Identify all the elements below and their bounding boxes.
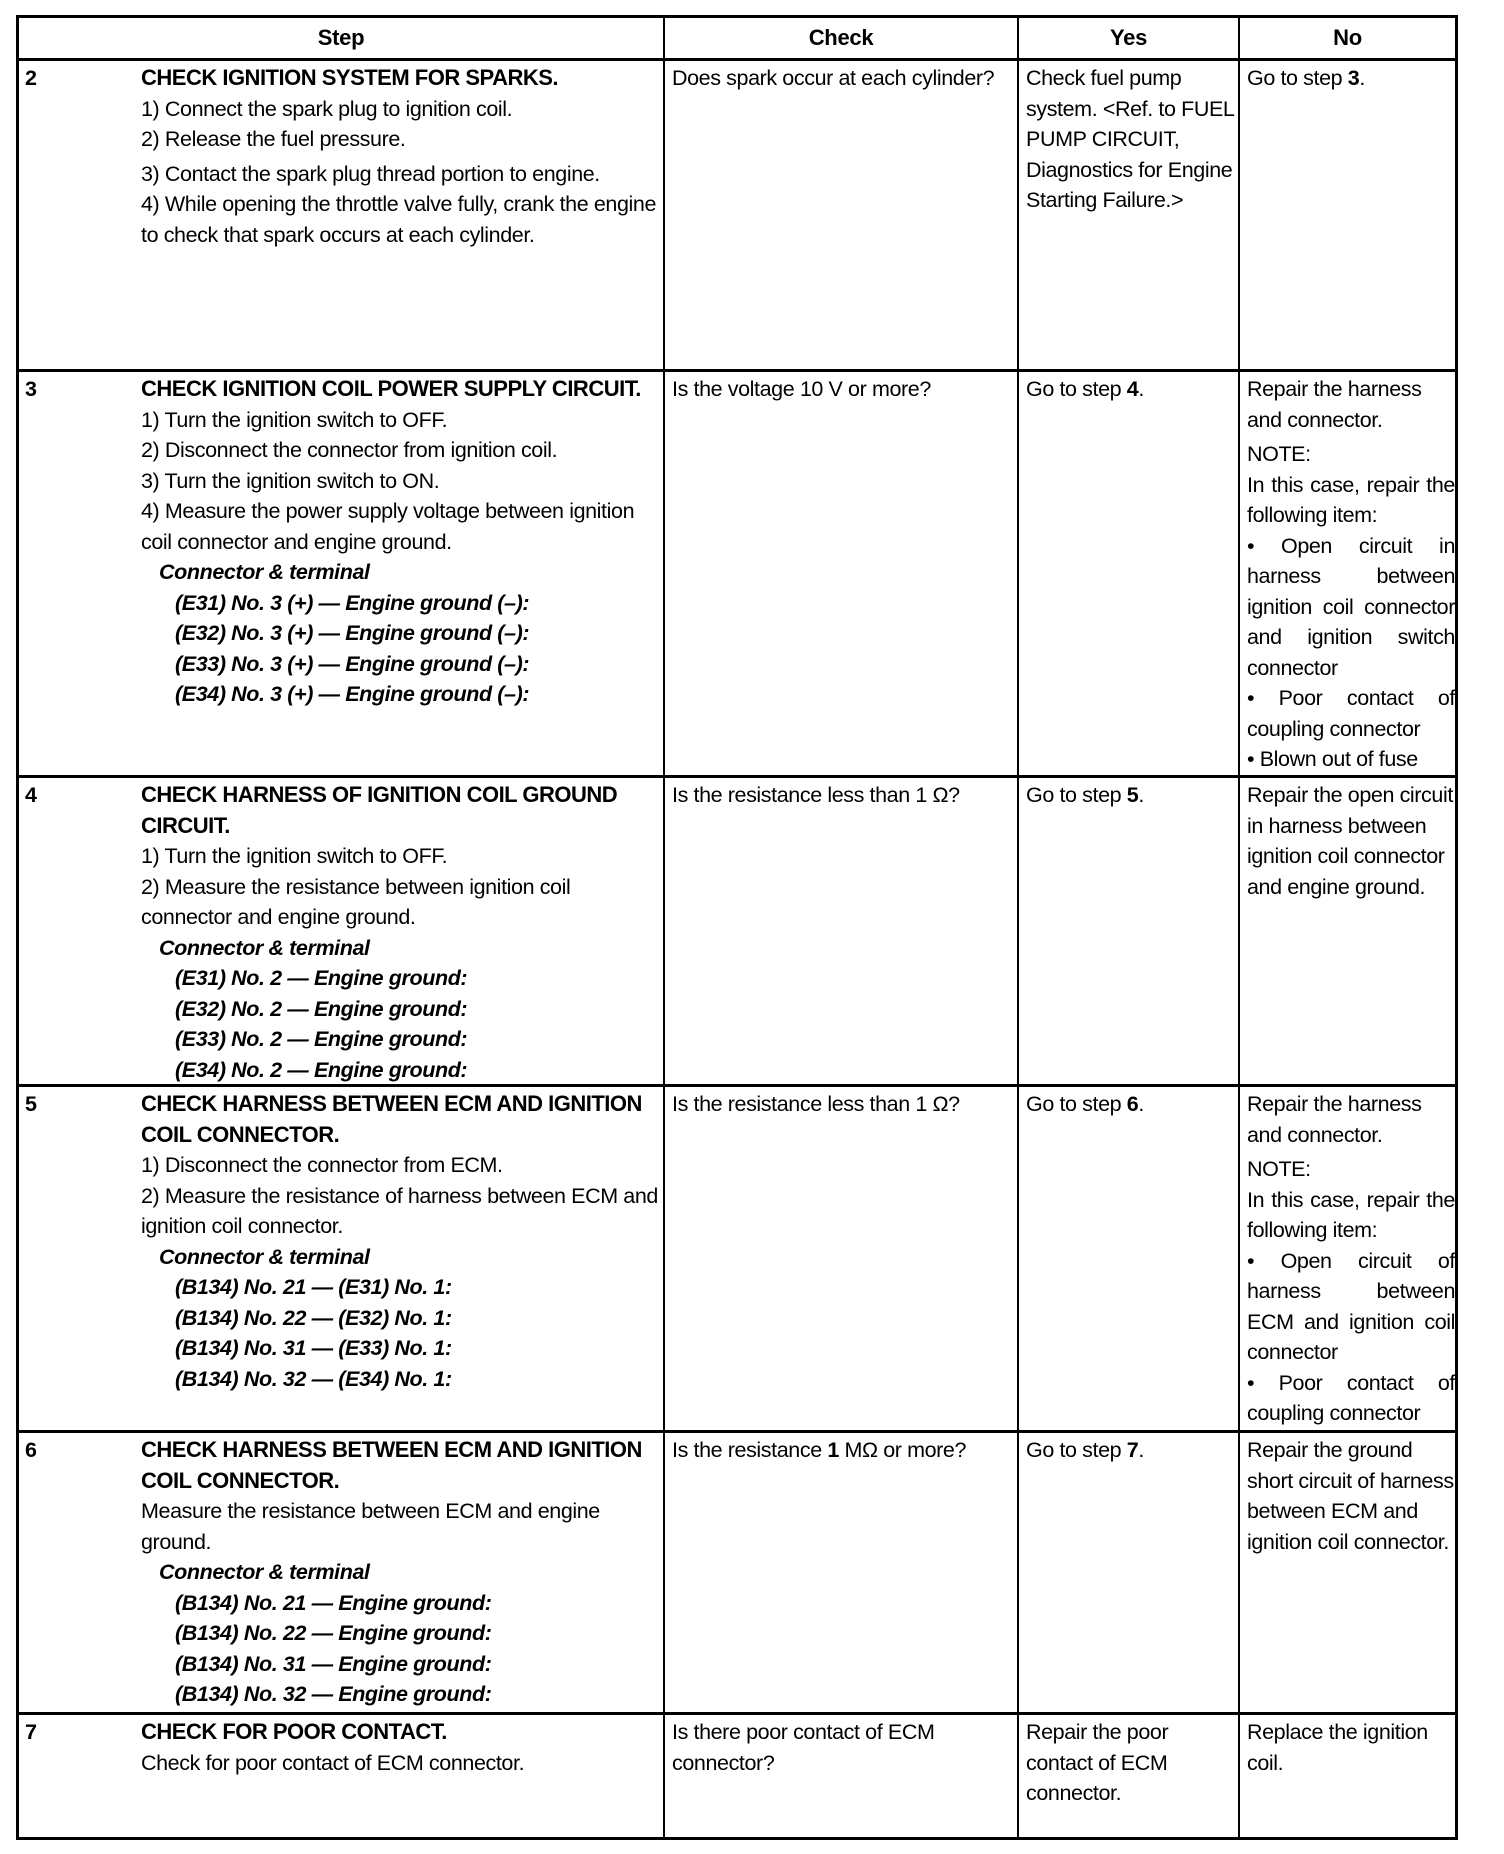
goto-step-link[interactable]: 6 — [1126, 1092, 1139, 1116]
connector-terminal: (E32) No. 2 — Engine ground: — [175, 996, 468, 1021]
check-question: Is the resistance less than 1 Ω? — [672, 783, 960, 807]
no-action — [1243, 372, 1455, 775]
yes-action: Go to step 7. — [1026, 1438, 1144, 1462]
connector-terminal: (E31) No. 3 (+) — Engine ground (–): — [175, 590, 530, 615]
step-title: CHECK IGNITION SYSTEM FOR SPARKS. — [141, 65, 559, 90]
yes-action: Check fuel pump system. <Ref. to FUEL PUMP CIRCUIT, Diagnostics for Engine Starting Failure.> — [1026, 66, 1234, 212]
yes-action: Go to step 5. — [1026, 783, 1144, 807]
header-step: Step — [317, 25, 365, 50]
step-title: CHECK IGNITION COIL POWER SUPPLY CIRCUIT. — [141, 376, 641, 401]
connector-terminal: (E33) No. 2 — Engine ground: — [175, 1027, 468, 1051]
step-instruction: 3) Contact the spark plug thread portion to engine. — [141, 161, 600, 186]
check-question: Does spark occur at each cylinder? — [672, 66, 995, 90]
step-title: CHECK HARNESS OF IGNITION COIL GROUND CIRCUIT. — [141, 782, 618, 838]
table-row-step-5 — [19, 1087, 1455, 1430]
connector-heading: Connector & terminal — [159, 1560, 370, 1584]
connector-terminal: (B134) No. 21 — (E31) No. 1: — [175, 1275, 452, 1299]
note-item: • Poor contact of coupling connector — [1247, 1370, 1455, 1425]
connector-terminal: (B134) No. 21 — Engine ground: — [175, 1590, 492, 1615]
no-action: Replace the ignition coil. — [1247, 1720, 1428, 1775]
no-action: Repair the open circuit in harness between ignition coil connector and engine ground. — [1247, 783, 1453, 899]
step-instruction: Check for poor contact of ECM connector. — [141, 1750, 525, 1775]
goto-step-link[interactable]: 3 — [1347, 66, 1360, 90]
connector-terminal: (B134) No. 31 — (E33) No. 1: — [175, 1336, 452, 1360]
yes-action: Go to step 6. — [1026, 1092, 1144, 1116]
step-description — [141, 1715, 666, 1837]
step-instruction: 1) Turn the ignition switch to OFF. — [141, 407, 448, 432]
step-number: 7 — [25, 1720, 37, 1744]
step-title: CHECK HARNESS BETWEEN ECM AND IGNITION COIL CONNECTOR. — [141, 1437, 642, 1493]
check-question: Is there poor contact of ECM connector? — [672, 1720, 935, 1775]
no-action-text: Repair the harness and connector. — [1247, 1092, 1422, 1147]
step-number: 4 — [25, 783, 37, 807]
step-description — [141, 61, 666, 369]
header-yes: Yes — [1109, 25, 1148, 50]
check-question: Is the voltage 10 V or more? — [672, 377, 931, 401]
yes-action: Repair the poor contact of ECM connector. — [1026, 1720, 1169, 1805]
step-instruction: 1) Connect the spark plug to ignition coil. — [141, 96, 513, 121]
goto-step-link[interactable]: 5 — [1126, 783, 1139, 807]
step-instruction: 2) Measure the resistance between ignition coil connector and engine ground. — [141, 874, 571, 929]
table-row-step-7 — [19, 1715, 1455, 1837]
check-question: Is the resistance 1 MΩ or more? — [672, 1438, 967, 1462]
step-instruction: 2) Release the fuel pressure. — [141, 127, 406, 151]
note-label: NOTE: — [1247, 1157, 1311, 1181]
step-instruction: 2) Disconnect the connector from ignition coil. — [141, 438, 558, 462]
step-instruction: 4) While opening the throttle valve fully, crank the engine to check that spark occurs at each cylinder. — [141, 192, 657, 247]
goto-text: Go to step — [1026, 1092, 1127, 1116]
goto-text: Go to step — [1026, 377, 1127, 401]
connector-terminal: (B134) No. 31 — Engine ground: — [175, 1651, 492, 1676]
no-action: Repair the ground short circuit of harness between ECM and ignition coil connector. — [1247, 1438, 1454, 1554]
connector-heading: Connector & terminal — [159, 935, 370, 960]
note-item: • Open circuit of harness between ECM and ignition coil connector — [1247, 1248, 1455, 1364]
connector-terminal: (B134) No. 22 — Engine ground: — [175, 1621, 492, 1645]
header-no: No — [1333, 25, 1362, 50]
step-title: CHECK FOR POOR CONTACT. — [141, 1719, 447, 1744]
note-item: • Blown out of fuse — [1247, 747, 1418, 771]
diagnostic-table — [16, 15, 1458, 1840]
step-title: CHECK HARNESS BETWEEN ECM AND IGNITION COIL CONNECTOR. — [141, 1091, 642, 1147]
goto-step-link[interactable]: 4 — [1126, 377, 1139, 401]
step-instruction: 2) Measure the resistance of harness between ECM and ignition coil connector. — [141, 1183, 658, 1238]
step-description — [141, 1433, 666, 1712]
no-action-text: Repair the harness and connector. — [1247, 377, 1422, 432]
note-item: • Poor contact of coupling connector — [1247, 686, 1455, 741]
connector-terminal: (E31) No. 2 — Engine ground: — [175, 966, 468, 990]
step-instruction: 1) Disconnect the connector from ECM. — [141, 1153, 503, 1177]
connector-terminal: (E34) No. 2 — Engine ground: — [175, 1057, 468, 1082]
no-action: Go to step 3. — [1247, 66, 1365, 90]
note-label: NOTE: — [1247, 442, 1311, 466]
connector-terminal: (E32) No. 3 (+) — Engine ground (–): — [175, 621, 530, 645]
step-instruction: 1) Turn the ignition switch to OFF. — [141, 844, 448, 868]
step-number: 5 — [25, 1092, 37, 1116]
step-instruction: 3) Turn the ignition switch to ON. — [141, 468, 440, 493]
goto-text: Go to step — [1247, 66, 1348, 90]
goto-text: Go to step — [1026, 1438, 1127, 1462]
header-check: Check — [808, 25, 874, 50]
table-row-step-6 — [19, 1433, 1455, 1712]
note-intro: In this case, repair the following item: — [1247, 1187, 1455, 1242]
note-intro: In this case, repair the following item: — [1247, 472, 1455, 527]
connector-heading: Connector & terminal — [159, 560, 370, 584]
step-instruction: 4) Measure the power supply voltage between ignition coil connector and engine ground. — [141, 499, 635, 554]
step-description — [141, 778, 666, 1084]
connector-terminal: (B134) No. 32 — Engine ground: — [175, 1682, 492, 1706]
connector-terminal: (E33) No. 3 (+) — Engine ground (–): — [175, 651, 530, 676]
connector-terminal: (E34) No. 3 (+) — Engine ground (–): — [175, 682, 530, 706]
yes-action: Go to step 4. — [1026, 377, 1144, 401]
step-instruction: Measure the resistance between ECM and engine ground. — [141, 1499, 600, 1554]
step-description — [141, 372, 666, 775]
check-value: 1 — [827, 1438, 839, 1462]
table-row-step-2 — [19, 61, 1455, 369]
no-action — [1243, 1087, 1455, 1430]
connector-terminal: (B134) No. 22 — (E32) No. 1: — [175, 1305, 452, 1330]
note-item: • Open circuit in harness between ignition coil connector and ignition switch connector — [1247, 533, 1455, 680]
step-number: 2 — [25, 66, 37, 90]
check-question: Is the resistance less than 1 Ω? — [672, 1092, 960, 1116]
goto-step-link[interactable]: 7 — [1126, 1438, 1139, 1462]
connector-terminal: (B134) No. 32 — (E34) No. 1: — [175, 1366, 452, 1391]
step-number: 3 — [25, 377, 37, 401]
step-description — [141, 1087, 666, 1430]
goto-text: Go to step — [1026, 783, 1127, 807]
table-row-step-4 — [19, 778, 1455, 1084]
table-row-step-3 — [19, 372, 1455, 775]
connector-heading: Connector & terminal — [159, 1244, 370, 1269]
step-number: 6 — [25, 1438, 37, 1462]
